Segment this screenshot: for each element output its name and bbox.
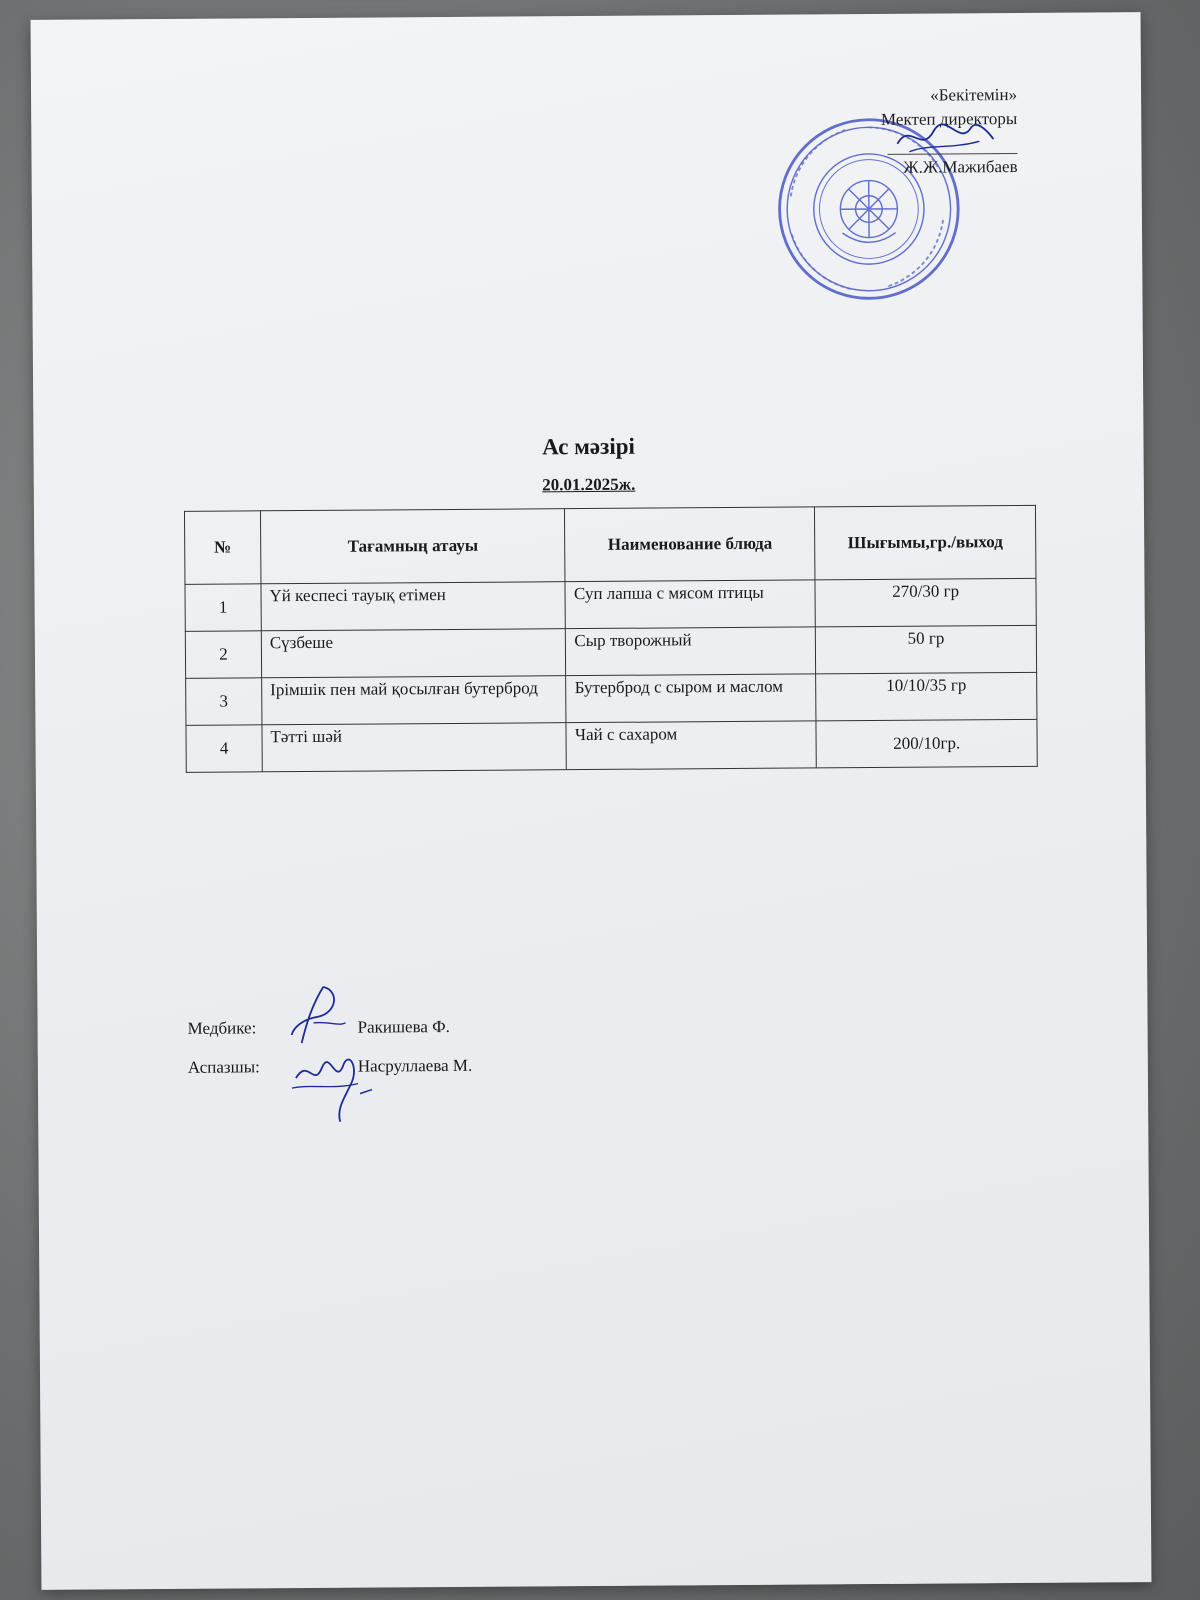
row-number: 2: [185, 631, 261, 679]
table-row: [186, 672, 1037, 725]
row-dish-ru: Сыр творожный: [566, 627, 816, 676]
staff-name: Ракишева Ф.: [357, 1016, 450, 1037]
header-dish-ru: Наименование блюда: [565, 507, 815, 582]
staff-name: Насруллаева М.: [357, 1055, 473, 1076]
document-title: Ас мәзірі: [542, 433, 635, 460]
row-output: 200/10гр.: [816, 719, 1037, 768]
header-dish-kz: Тағамның атауы: [260, 509, 565, 584]
cook-signature: [288, 1037, 389, 1128]
table-row: [186, 719, 1037, 772]
approval-role: Мектеп директоры: [880, 109, 1018, 129]
table-row: [185, 625, 1036, 678]
row-dish-ru: Суп лапша с мясом птицы: [565, 580, 815, 629]
row-dish-ru: Бутерброд с сыром и маслом: [566, 674, 816, 723]
table-row: [185, 578, 1036, 631]
row-dish-kz: Сүзбеше: [261, 629, 566, 678]
approval-name: Ж.Ж.Мажибаев: [903, 157, 1018, 177]
director-signature: [889, 113, 999, 164]
document-date: 20.01.2025ж.: [542, 474, 636, 495]
header-number: №: [184, 511, 260, 585]
staff-role: Медбике:: [187, 1018, 257, 1038]
row-output: 50 гр: [815, 625, 1036, 674]
document-page: [31, 12, 1152, 1590]
row-number: 4: [186, 725, 262, 773]
row-dish-kz: Ірімшік пен май қосылған бутерброд: [262, 676, 567, 725]
row-number: 3: [186, 678, 262, 726]
row-dish-kz: Үй кеспесі тауық етімен: [261, 582, 566, 631]
approval-title: «Бекітемін»: [930, 85, 1018, 105]
row-number: 1: [185, 584, 261, 632]
row-output: 270/30 гр: [815, 578, 1036, 627]
header-output: Шығымы,гр./выход: [815, 505, 1036, 580]
menu-table: [184, 505, 1038, 773]
table-header-row: [184, 505, 1035, 584]
staff-role: Аспазшы:: [187, 1057, 260, 1077]
row-dish-kz: Тәтті шәй: [262, 723, 567, 772]
row-output: 10/10/35 гр: [816, 672, 1037, 721]
row-dish-ru: Чай с сахаром: [566, 721, 816, 770]
